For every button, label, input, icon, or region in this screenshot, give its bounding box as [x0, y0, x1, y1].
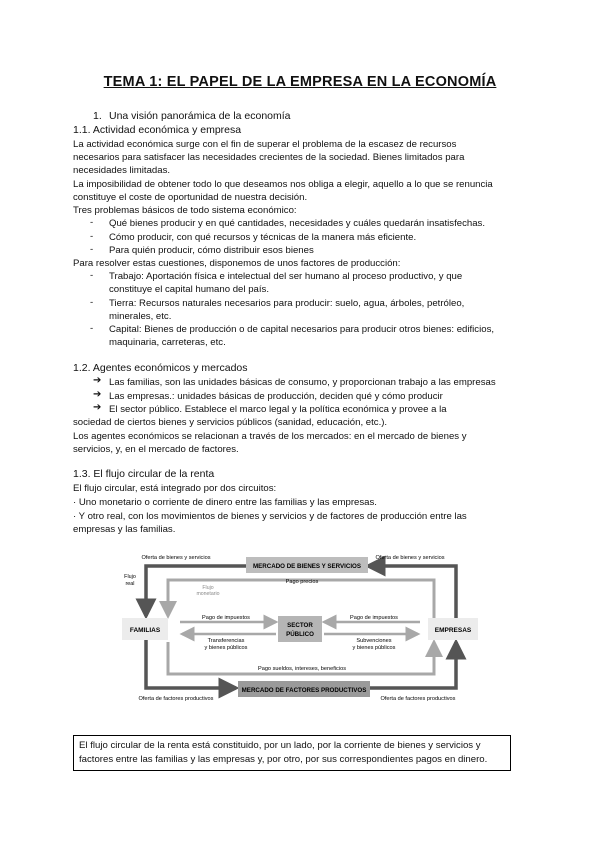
goods-market-label: MERCADO DE BIENES Y SERVICIOS [253, 563, 361, 570]
section-1-2-heading: 1.2. Agentes económicos y mercados [73, 362, 248, 374]
diagram-label: Transferencias [207, 638, 245, 644]
dash-bullet: - [90, 297, 94, 308]
circular-flow-diagram [118, 548, 480, 708]
paragraph-line: La imposibilidad de obtener todo lo que deseamos nos obliga a elegir, aquello a lo que se renuncia [73, 179, 493, 190]
dash-bullet: - [90, 231, 94, 242]
arrow-bullet: ➔ [93, 402, 102, 413]
diagram-label: Oferta de bienes y servicios [375, 555, 445, 561]
diagram-label: Pago de impuestos [350, 615, 398, 621]
list-item: Las familias, son las unidades básicas de consumo, y proporcionan trabajo a las empresas [109, 377, 496, 388]
paragraph-line: El flujo circular, está integrado por dos circuitos: [73, 483, 277, 494]
paragraph-line: Tres problemas básicos de todo sistema económico: [73, 205, 297, 216]
list-item: Trabajo: Aportación física e intelectual del ser humano al proceso productivo, y que [109, 271, 463, 282]
dash-bullet: - [90, 244, 94, 255]
sector-label: PÚBLICO [286, 631, 314, 638]
arrow-bullet: ➔ [93, 375, 102, 386]
summary-line: factores entre las familias y las empresas y, por otro, por sus correspondientes pagos en dinero. [79, 754, 488, 765]
diagram-label: Pago sueldos, intereses, beneficios [257, 666, 347, 672]
diagram-label: y bienes públicos [204, 645, 248, 651]
paragraph-line: constituye el coste de oportunidad de nuestra decisión. [73, 192, 308, 203]
page-title: TEMA 1: EL PAPEL DE LA EMPRESA EN LA ECONOMÍA [103, 74, 497, 90]
diagram-label: Pago precios [285, 579, 319, 585]
list-item: El sector público. Establece el marco legal y la política económica y provee a la [109, 404, 447, 415]
factors-market-label: MERCADO DE FACTORES PRODUCTIVOS [241, 687, 367, 694]
diagram-label: Oferta de factores productivos [138, 696, 214, 702]
paragraph-line: servicios, y, en el mercado de factores. [73, 444, 239, 455]
real-flow-arrow [368, 566, 456, 618]
diagram-label: Oferta de factores productivos [380, 696, 456, 702]
paragraph-line: necesarios para satisfacer las necesidades crecientes de la sociedad. Bienes limitados para [73, 152, 465, 163]
diagram-label: Flujo [202, 585, 214, 591]
diagram-label: y bienes públicos [352, 645, 396, 651]
paragraph-line: necesidades limitadas. [73, 165, 171, 176]
familias-label: FAMILIAS [129, 627, 161, 634]
paragraph-line: · Uno monetario o corriente de dinero entre las familias y las empresas. [73, 497, 377, 508]
empresas-label: EMPRESAS [434, 627, 472, 634]
paragraph-line: Los agentes económicos se relacionan a través de los mercados: en el mercado de bienes y [73, 431, 467, 442]
diagram-label: Pago de impuestos [202, 615, 250, 621]
list-item-cont: constituye el capital humano del país. [109, 284, 269, 295]
list-item: Cómo producir, con qué recursos y técnicas de la manera más eficiente. [109, 232, 417, 243]
paragraph-line: sociedad de ciertos bienes y servicios públicos (sanidad, educación, etc.). [73, 417, 388, 428]
dash-bullet: - [90, 270, 94, 281]
dash-bullet: - [90, 323, 94, 334]
paragraph-line: · Y otro real, con los movimientos de bienes y servicios y de factores de producción entre las [73, 511, 467, 522]
list-item-cont: minerales, etc. [109, 311, 172, 322]
paragraph-line: Para resolver estas cuestiones, disponemos de unos factores de producción: [73, 258, 401, 269]
sector-label: SECTOR [287, 622, 313, 629]
diagram-label: Subvenciones [356, 638, 392, 644]
section-1-3-heading: 1.3. El flujo circular de la renta [73, 468, 215, 480]
arrow-bullet: ➔ [93, 389, 102, 400]
list-item: Capital: Bienes de producción o de capital necesarios para producir otros bienes: edificios, [109, 324, 495, 335]
item-number: 1. [93, 110, 102, 122]
diagram-label: Oferta de bienes y servicios [141, 555, 211, 561]
list-item-cont: maquinaria, carreteras, etc. [109, 337, 226, 348]
summary-box [73, 735, 511, 771]
list-item: Las empresas.: unidades básicas de producción, deciden qué y cómo producir [109, 391, 443, 402]
diagram-label: real [125, 581, 135, 587]
sector-publico-box [278, 616, 322, 642]
section-1-1-heading: 1.1. Actividad económica y empresa [73, 124, 242, 136]
dash-bullet: - [90, 217, 94, 228]
paragraph-line: empresas y las familias. [73, 524, 176, 535]
list-item: Para quién producir, cómo distribuir esos bienes [109, 245, 314, 256]
diagram-label: monetario [196, 591, 220, 597]
list-item: Qué bienes producir y en qué cantidades, necesidades y cuáles quedarán insatisfechas. [109, 218, 485, 229]
diagram-label: Flujo [124, 574, 136, 580]
paragraph-line: La actividad económica surge con el fin de superar el problema de la escasez de recursos [73, 139, 457, 150]
summary-line: El flujo circular de la renta está constituido, por un lado, por la corriente de bienes y servicios y [79, 740, 481, 751]
item-heading: Una visión panorámica de la economía [109, 110, 291, 122]
list-item: Tierra: Recursos naturales necesarios para producir: suelo, agua, árboles, petróleo, [109, 298, 465, 309]
